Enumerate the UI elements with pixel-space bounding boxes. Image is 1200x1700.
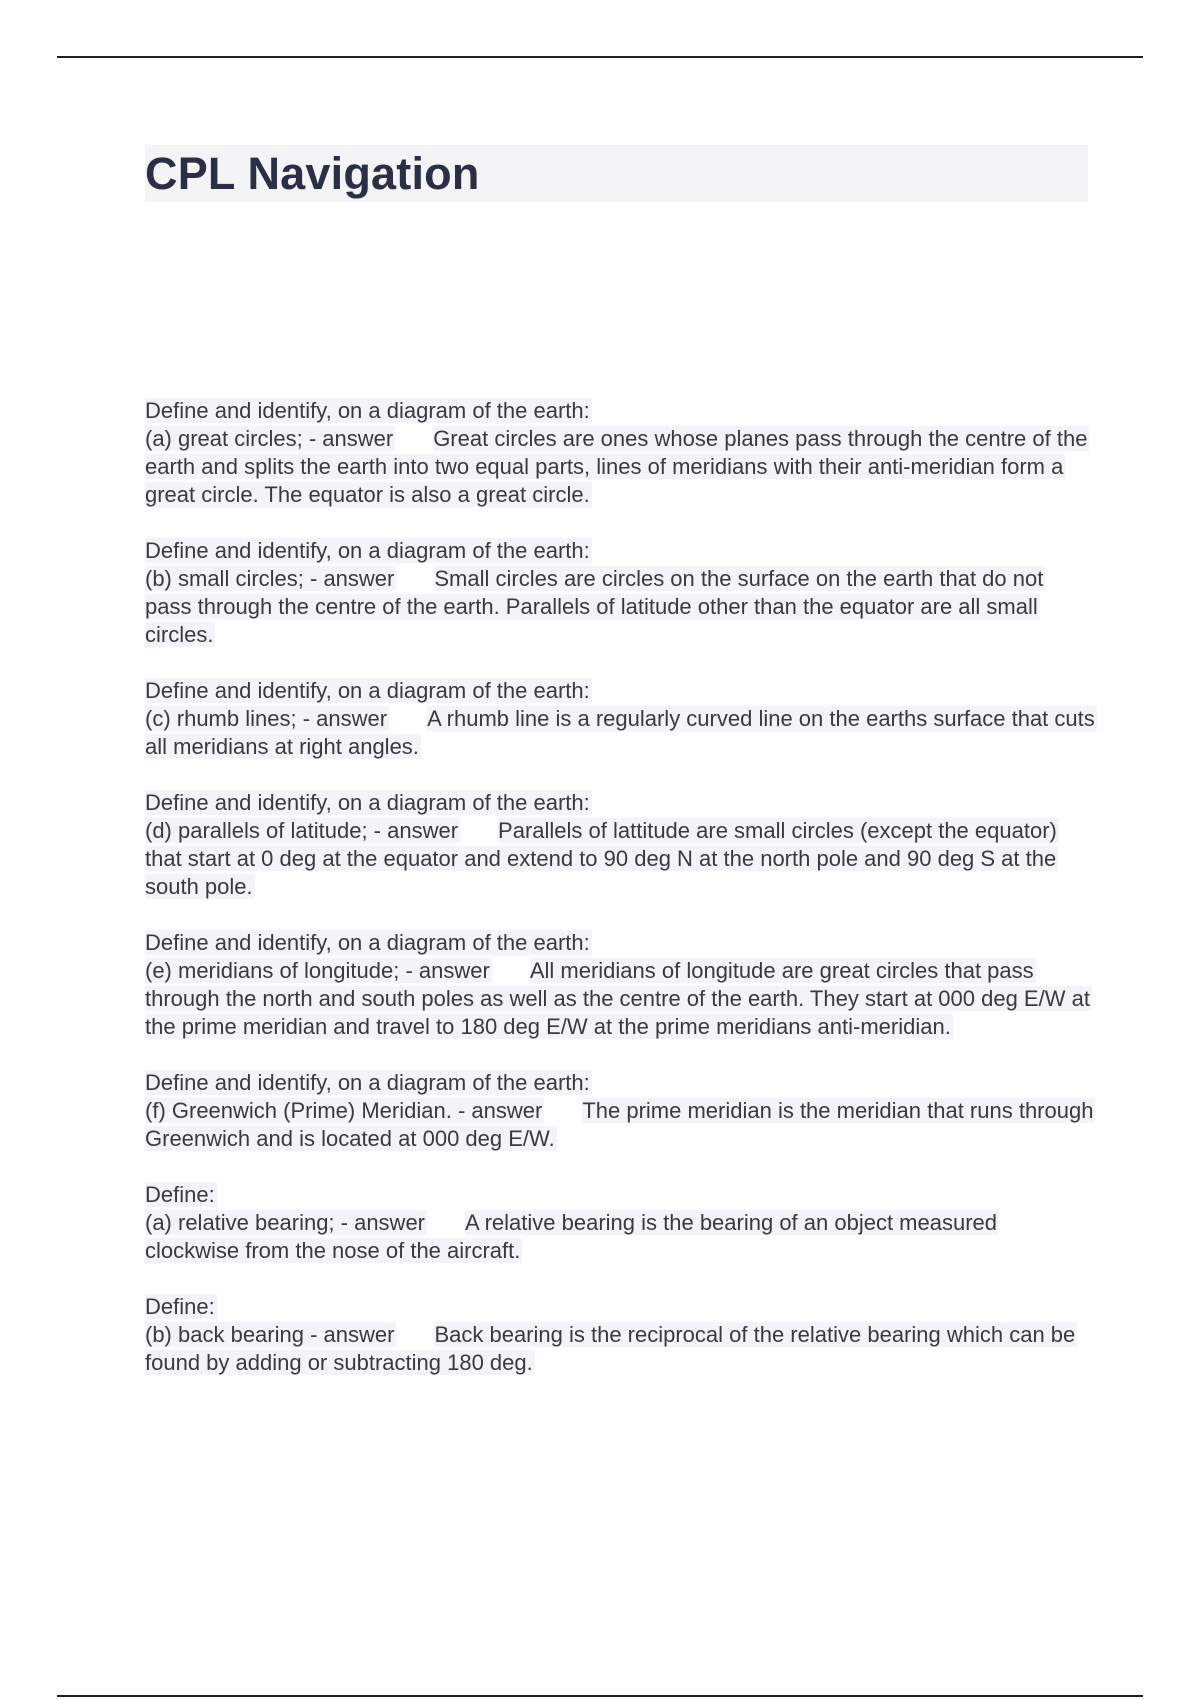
question-heading: Define and identify, on a diagram of the earth: <box>145 678 590 703</box>
qa-item <box>145 677 1095 761</box>
answer-text: The prime meridian is the meridian that runs through Greenwich and is located at 000 deg E/W. <box>145 1098 1094 1151</box>
qa-item <box>145 397 1095 509</box>
answer-text: A relative bearing is the bearing of an object measured clockwise from the nose of the aircraft. <box>145 1210 998 1263</box>
answer-text: A rhumb line is a regularly curved line on the earths surface that cuts all meridians at right angles. <box>145 706 1095 759</box>
document-title: CPL Navigation <box>145 148 480 199</box>
question-text: (b) small circles; - answer <box>145 566 395 591</box>
top-rule <box>57 56 1143 58</box>
qa-item <box>145 1181 1095 1265</box>
qa-item <box>145 1293 1095 1377</box>
answer-text: Parallels of lattitude are small circles (except the equator) that start at 0 deg at the equator and extend to 90 deg N at the north pole and 90 deg S at the south pole. <box>145 818 1057 899</box>
question-heading: Define and identify, on a diagram of the earth: <box>145 1070 590 1095</box>
question-text: (e) meridians of longitude; - answer <box>145 958 490 983</box>
question-heading: Define and identify, on a diagram of the earth: <box>145 538 590 563</box>
question-text: (a) relative bearing; - answer <box>145 1210 426 1235</box>
question-text: (d) parallels of latitude; - answer <box>145 818 459 843</box>
question-heading: Define: <box>145 1294 215 1319</box>
question-heading: Define and identify, on a diagram of the earth: <box>145 398 590 423</box>
answer-text: Back bearing is the reciprocal of the relative bearing which can be found by adding or subtracting 180 deg. <box>145 1322 1076 1375</box>
question-heading: Define and identify, on a diagram of the earth: <box>145 930 590 955</box>
question-heading: Define and identify, on a diagram of the earth: <box>145 790 590 815</box>
qa-list <box>145 397 1095 1405</box>
question-text: (a) great circles; - answer <box>145 426 394 451</box>
answer-text: Great circles are ones whose planes pass through the centre of the earth and splits the earth into two equal parts, lines of meridians with their anti-meridian form a great circle. The equator is also a great circle. <box>145 426 1088 507</box>
qa-item <box>145 789 1095 901</box>
qa-item <box>145 1069 1095 1153</box>
qa-item <box>145 537 1095 649</box>
qa-item <box>145 929 1095 1041</box>
answer-text: All meridians of longitude are great circles that pass through the north and south poles as well as the centre of the earth. They start at 000 deg E/W at the prime meridian and travel to 180 deg E/W at the prime meridians anti-meridian. <box>145 958 1090 1039</box>
question-text: (c) rhumb lines; - answer <box>145 706 388 731</box>
question-text: (b) back bearing - answer <box>145 1322 395 1347</box>
title-block <box>145 145 1088 202</box>
bottom-rule <box>57 1695 1143 1697</box>
answer-text: Small circles are circles on the surface on the earth that do not pass through the centre of the earth. Parallels of latitude other than the equator are all small circles. <box>145 566 1044 647</box>
question-text: (f) Greenwich (Prime) Meridian. - answer <box>145 1098 543 1123</box>
question-heading: Define: <box>145 1182 215 1207</box>
